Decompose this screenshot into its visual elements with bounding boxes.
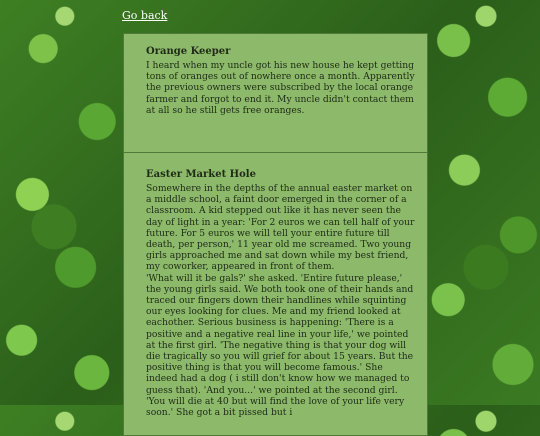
post-title: Orange Keeper [146,46,231,57]
post-card [123,33,428,157]
post-body: I heard when my uncle got his new house he kept getting tons of oranges out of nowhere once a month. Apparently the previous owners were subscribed by the local orange farmer and forgot to end it. My uncle didn't contact them at all so he still gets free oranges. [146,60,415,116]
go-back-link[interactable]: Go back [122,9,168,22]
post-card [123,152,428,436]
post-body: Somewhere in the depths of the annual easter market on a middle school, a faint door emerged in the corner of a classroom. A kid stepped out like it has never seen the day of light in a year: 'For 2 euros we can tell half of your future. For 5 euros we will tell your entire future till death, per person,' 11 year old me screamed. Two young girls approached me and sat down while my best friend, my coworker, appeared in front of them. 'What will it be gals?' she asked. 'Entire future please,' the young girls said. We both took one of their hands and traced our fingers down their handlines while squinting our eyes looking for clues. Me and my friend looked at eachother. Serious business is happening: 'There is a positive and a negative real line in your life,' we pointed at the first girl. 'The negative thing is that your dog will die tragically so you will grief for about 15 years. But the positive thing is that you will become famous.' She indeed had a dog ( i still don't know how we managed to guess that). 'And you...' we pointed at the second girl. 'You will die at 40 but will find the love of your life very soon.' She got a bit pissed but i [146,183,415,419]
post-title: Easter Market Hole [146,169,256,180]
